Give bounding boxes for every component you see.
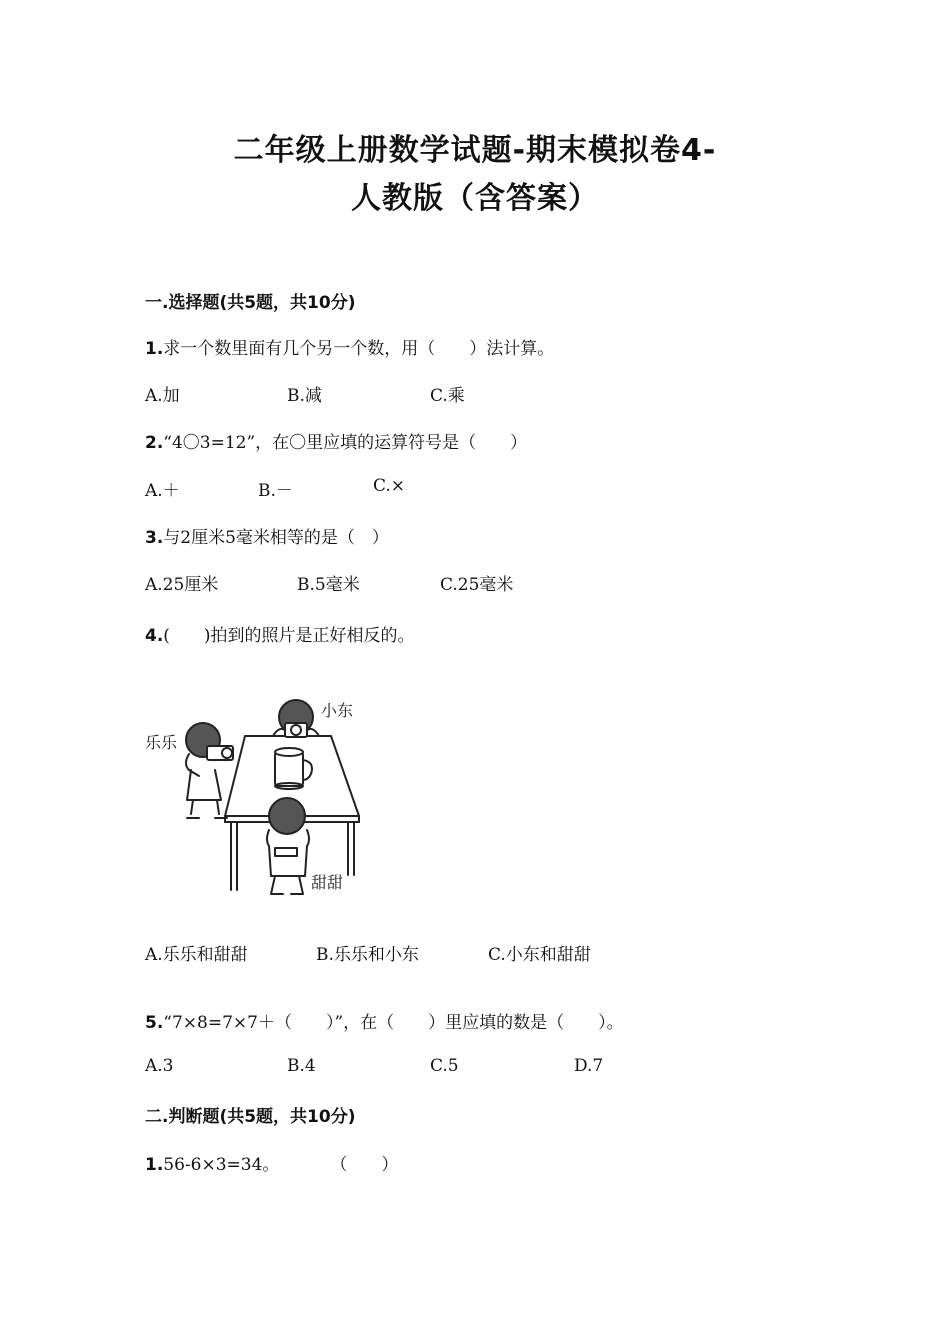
question-2 bbox=[145, 428, 527, 453]
option-a: A.加 bbox=[145, 386, 180, 406]
question-text: 56-6×3=34。 （ ） bbox=[163, 1155, 399, 1175]
option-a: A.＋ bbox=[145, 481, 180, 501]
child-lele-icon bbox=[186, 723, 233, 818]
question-3 bbox=[145, 523, 389, 548]
option-b: B.减 bbox=[287, 386, 322, 406]
child-xiaodong-icon bbox=[273, 700, 319, 737]
option-c: C.× bbox=[373, 476, 406, 496]
question-number: 3. bbox=[145, 528, 164, 548]
figure-label-lele: 乐乐 bbox=[145, 733, 178, 752]
question-number: 1. bbox=[145, 1155, 164, 1175]
photo-position-illustration bbox=[145, 690, 375, 905]
question-5 bbox=[145, 1008, 624, 1033]
option-b: B.5毫米 bbox=[297, 575, 360, 595]
figure-label-xiaodong: 小东 bbox=[321, 701, 354, 720]
option-d: D.7 bbox=[574, 1056, 604, 1076]
question-number: 4. bbox=[145, 626, 164, 646]
question-number: 1. bbox=[145, 339, 164, 359]
option-b: B.－ bbox=[258, 481, 293, 501]
question-4 bbox=[145, 621, 415, 646]
option-c: C.5 bbox=[430, 1056, 459, 1076]
section-heading-choice: 一.选择题(共5题，共10分) bbox=[145, 293, 356, 313]
question-1 bbox=[145, 334, 554, 359]
question-text: “7×8=7×7＋（ ）”，在（ ）里应填的数是（ ）。 bbox=[163, 1013, 624, 1033]
option-c: C.乘 bbox=[430, 386, 465, 406]
question-text: 与2厘米5毫米相等的是（ ） bbox=[163, 528, 389, 548]
section-heading-judgement: 二.判断题(共5题，共10分) bbox=[145, 1107, 356, 1127]
question-text: 求一个数里面有几个另一个数，用（ ）法计算。 bbox=[163, 339, 555, 359]
question-text: ( )拍到的照片是正好相反的。 bbox=[163, 626, 415, 646]
option-b: B.乐乐和小东 bbox=[316, 945, 419, 965]
question-text: “4〇3=12”，在〇里应填的运算符号是（ ） bbox=[163, 433, 528, 453]
document-title-line-1: 二年级上册数学试题-期末模拟卷4- bbox=[233, 133, 717, 168]
option-c: C.25毫米 bbox=[440, 575, 514, 595]
document-title-line-2: 人教版（含答案） bbox=[351, 181, 599, 216]
option-a: A.乐乐和甜甜 bbox=[145, 945, 248, 965]
child-tiantian-icon bbox=[267, 798, 309, 894]
option-b: B.4 bbox=[287, 1056, 316, 1076]
figure-label-tiantian: 甜甜 bbox=[311, 873, 344, 892]
option-a: A.3 bbox=[145, 1056, 174, 1076]
judge-question-1 bbox=[145, 1150, 398, 1175]
option-a: A.25厘米 bbox=[145, 575, 219, 595]
option-c: C.小东和甜甜 bbox=[488, 945, 591, 965]
question-number: 5. bbox=[145, 1013, 164, 1033]
question-number: 2. bbox=[145, 433, 164, 453]
